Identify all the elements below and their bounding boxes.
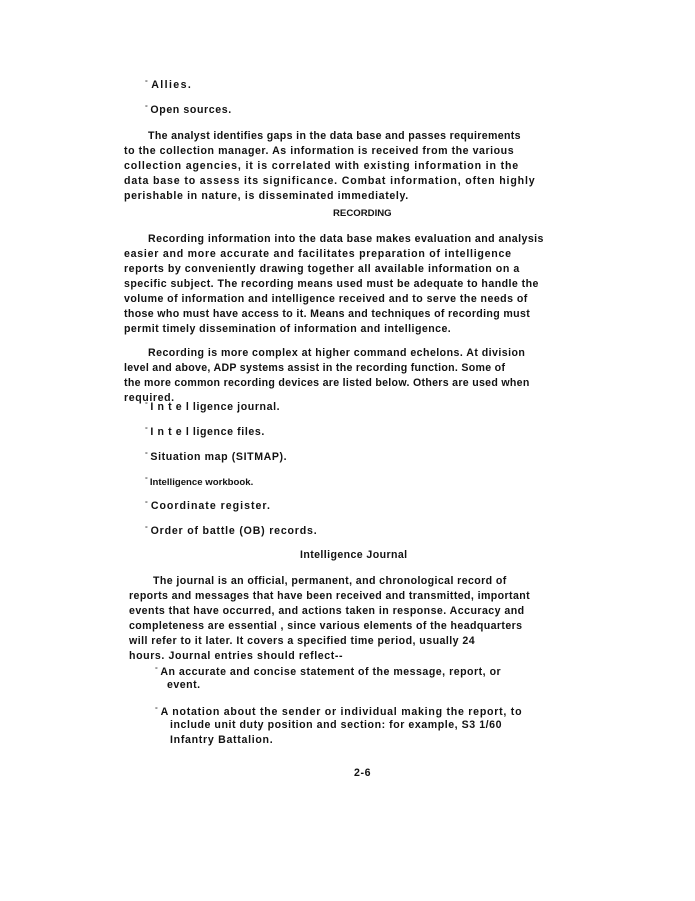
list-item-continuation: Infantry Battalion. bbox=[170, 734, 274, 746]
bullet-text: Allies. bbox=[151, 79, 193, 91]
line: the more common recording devices are listed below. Others are used when bbox=[124, 377, 530, 389]
list-item bbox=[145, 423, 265, 441]
list-item-text: A notation about the sender or individual making the report, to bbox=[160, 706, 523, 718]
line: to the collection manager. As information is received from the various bbox=[124, 145, 515, 157]
list-item-text: I n t e l ligence journal. bbox=[150, 401, 281, 413]
line: hours. Journal entries should reflect-- bbox=[129, 650, 344, 662]
degree-bullet-icon: ° bbox=[155, 707, 159, 714]
degree-bullet-icon: ° bbox=[145, 427, 149, 434]
bullet-open-sources bbox=[145, 101, 232, 119]
list-item-text: Coordinate register. bbox=[150, 500, 271, 512]
list-item-text: I n t e l ligence files. bbox=[150, 426, 265, 438]
list-item-text: Order of battle (OB) records. bbox=[150, 525, 318, 537]
degree-bullet-icon: ° bbox=[145, 402, 149, 409]
line: collection agencies, it is correlated with existing information in the bbox=[124, 160, 520, 172]
line: reports by conveniently drawing together all available information on a bbox=[124, 263, 520, 275]
line: completeness are essential , since various elements of the headquarters bbox=[129, 620, 523, 632]
list-item bbox=[155, 663, 501, 681]
list-item-continuation: include unit duty position and section: for example, S3 1/60 bbox=[170, 719, 503, 731]
line: data base to assess its significance. Combat information, often highly bbox=[124, 175, 536, 187]
line: Recording is more complex at higher command echelons. At division bbox=[148, 347, 526, 359]
line: perishable in nature, is disseminated immediately. bbox=[124, 190, 409, 202]
page-number: 2-6 bbox=[354, 767, 372, 779]
line: those who must have access to it. Means and techniques of recording must bbox=[124, 308, 531, 320]
degree-bullet-icon: ° bbox=[145, 501, 149, 508]
bullet-allies bbox=[145, 76, 192, 94]
list-item-continuation: event. bbox=[167, 679, 201, 691]
line: level and above, ADP systems assist in the recording function. Some of bbox=[124, 362, 506, 374]
line: Recording information into the data base makes evaluation and analysis bbox=[148, 233, 544, 245]
degree-bullet-icon: ° bbox=[155, 667, 159, 674]
degree-bullet-icon: ° bbox=[145, 105, 149, 112]
heading-recording: RECORDING bbox=[333, 208, 392, 219]
list-item bbox=[145, 448, 287, 466]
line: The analyst identifies gaps in the data base and passes requirements bbox=[148, 130, 521, 142]
line: specific subject. The recording means used must be adequate to handle the bbox=[124, 278, 539, 290]
list-item bbox=[145, 497, 271, 515]
line: The journal is an official, permanent, and chronological record of bbox=[153, 575, 507, 587]
degree-bullet-icon: ° bbox=[145, 477, 148, 484]
line: volume of information and intelligence received and to serve the needs of bbox=[124, 293, 528, 305]
heading-intelligence-journal: Intelligence Journal bbox=[300, 549, 408, 561]
list-item bbox=[145, 522, 317, 540]
list-item bbox=[145, 473, 253, 491]
line: events that have occurred, and actions taken in response. Accuracy and bbox=[129, 605, 525, 617]
degree-bullet-icon: ° bbox=[145, 526, 149, 533]
degree-bullet-icon: ° bbox=[145, 452, 149, 459]
line: easier and more accurate and facilitates preparation of intelligence bbox=[124, 248, 512, 260]
bullet-text: Open sources. bbox=[150, 104, 232, 116]
line: reports and messages that have been received and transmitted, important bbox=[129, 590, 531, 602]
list-item-text: Intelligence workbook. bbox=[149, 477, 254, 488]
list-item bbox=[145, 398, 280, 416]
line: permit timely dissemination of information and intelligence. bbox=[124, 323, 452, 335]
line: will refer to it later. It covers a specified time period, usually 24 bbox=[129, 635, 476, 647]
list-item-text: An accurate and concise statement of the message, report, or bbox=[160, 666, 502, 678]
degree-bullet-icon: ° bbox=[145, 80, 150, 87]
list-item-text: Situation map (SITMAP). bbox=[150, 451, 288, 463]
line: required. bbox=[124, 392, 175, 404]
